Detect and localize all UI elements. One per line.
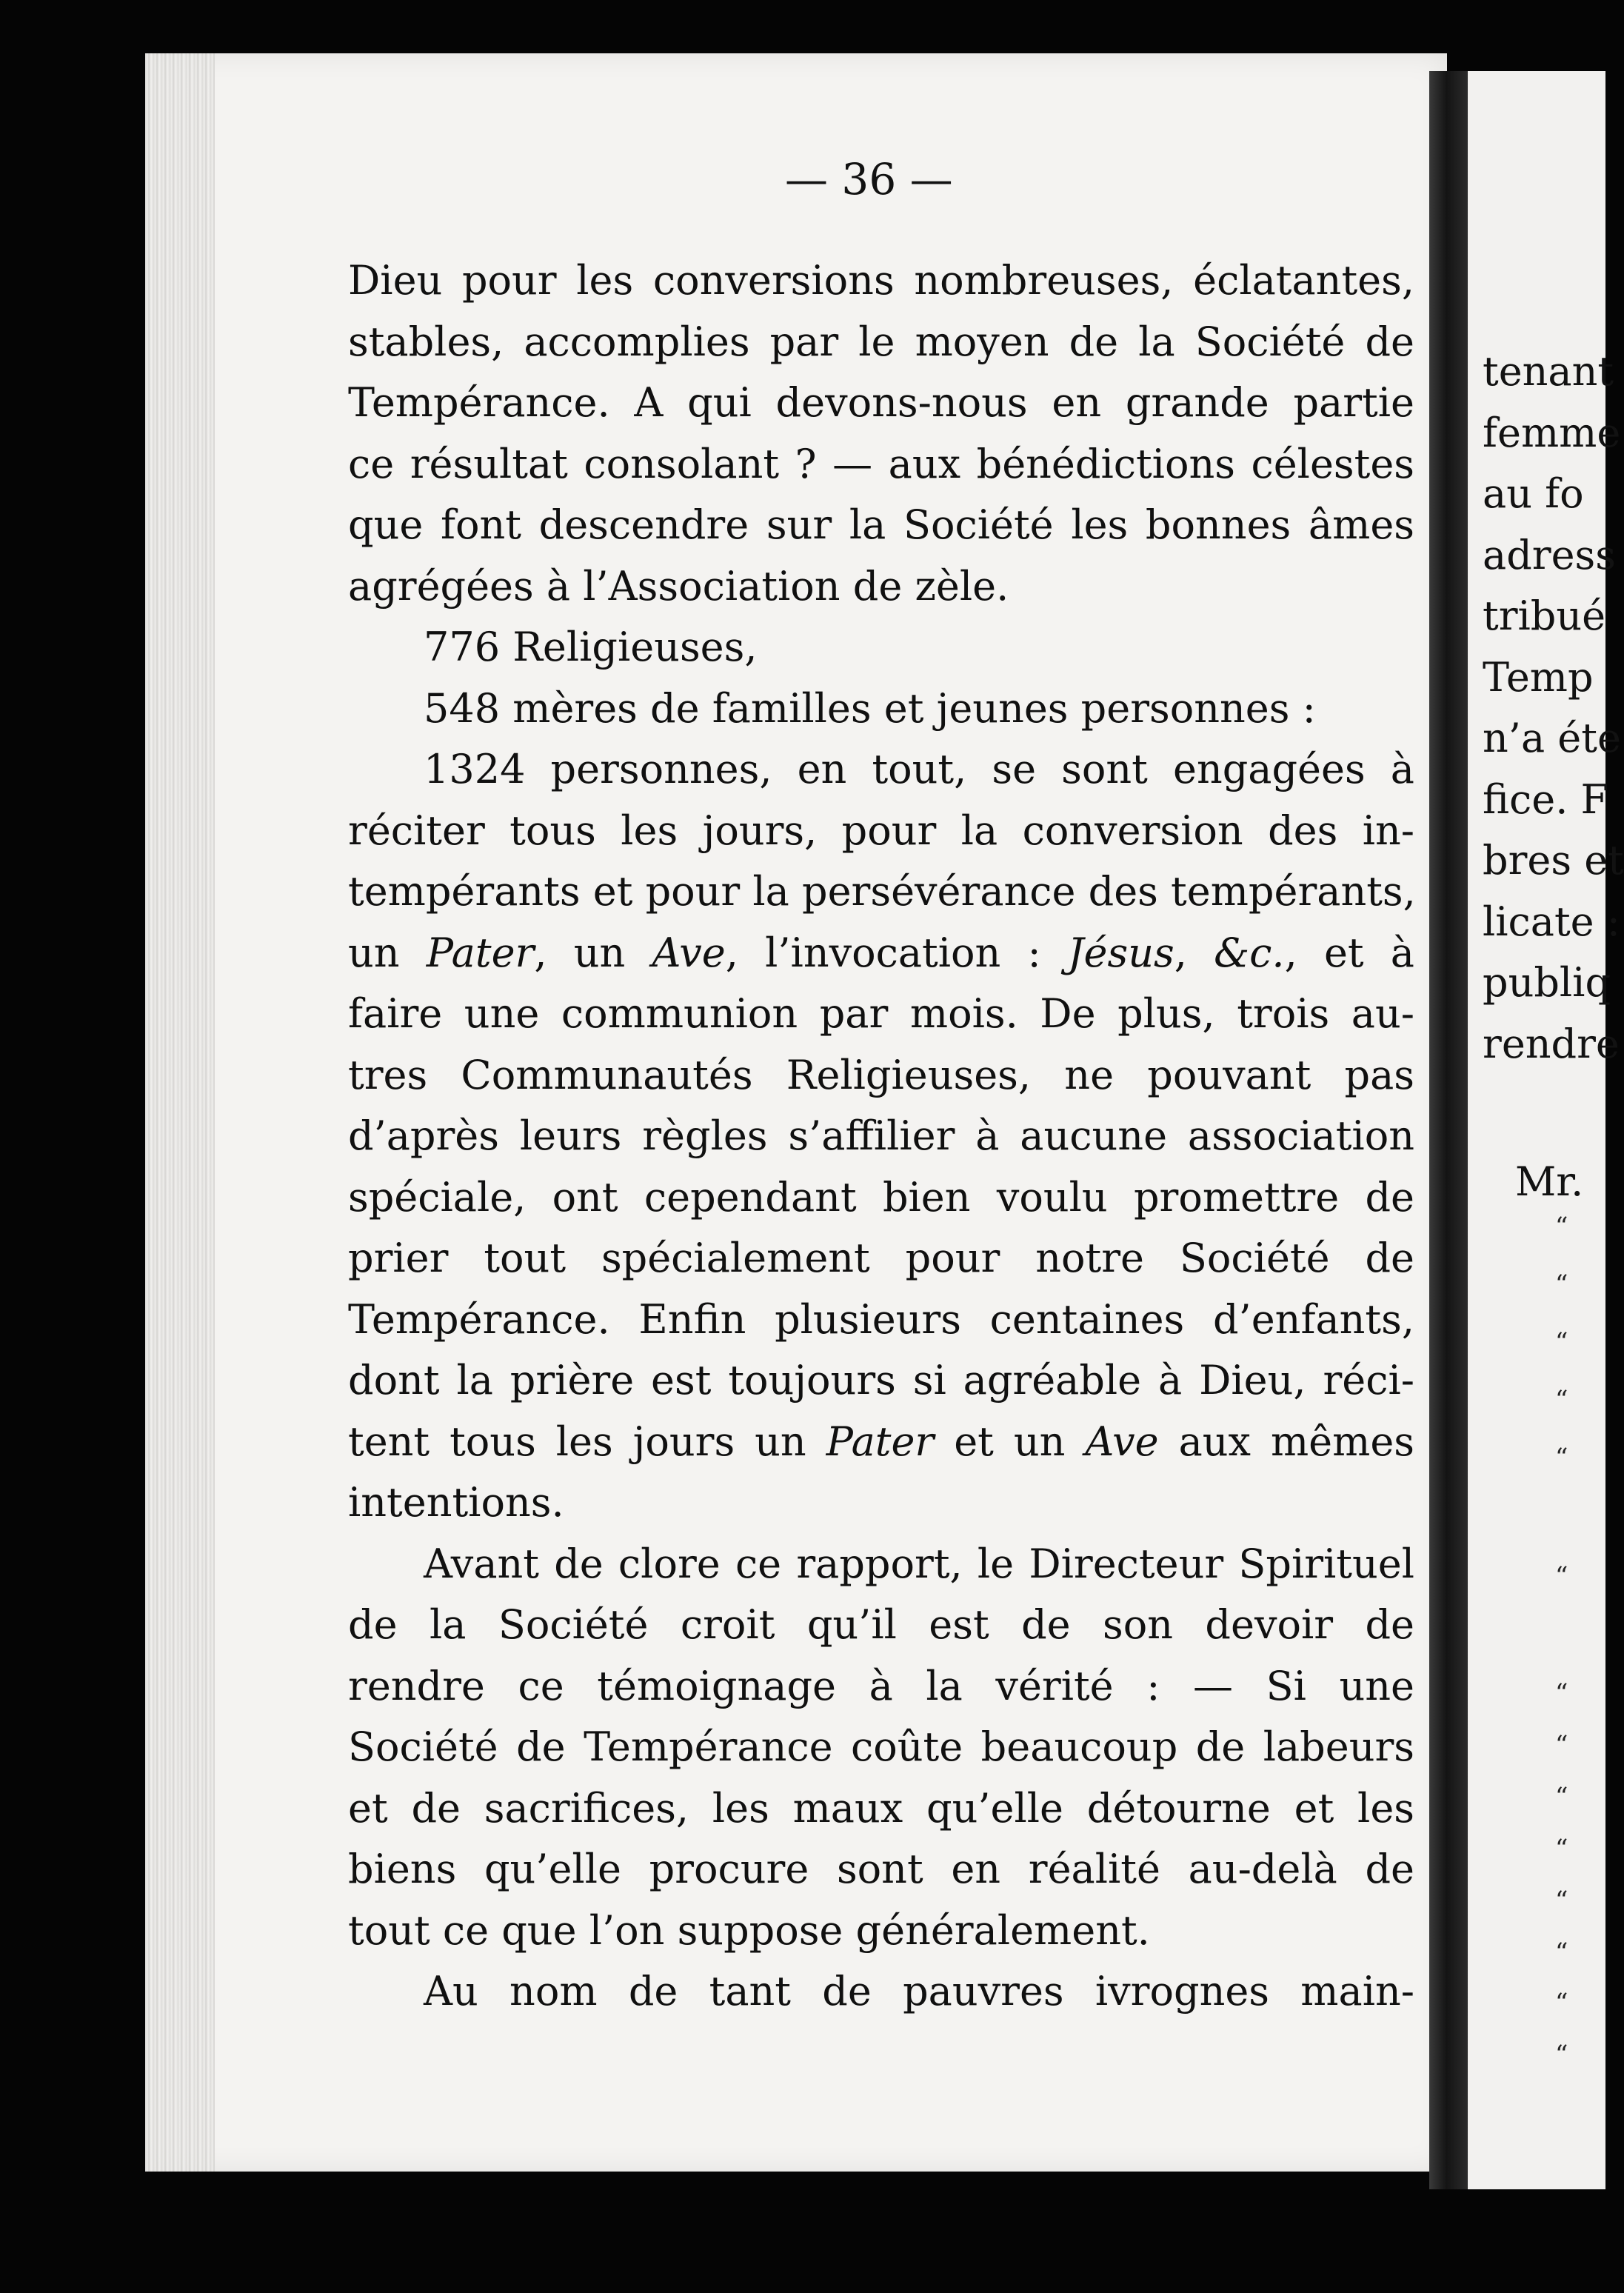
- italic-ave: Ave: [652, 929, 726, 976]
- ditto-mark: “: [1555, 1988, 1568, 2017]
- text-line: 776 Religieuses,: [424, 624, 758, 670]
- right-text-line: bres et: [1483, 837, 1624, 884]
- ditto-mark: “: [1555, 1678, 1568, 1708]
- text-line: Au nom de tant de pauvres ivrognes main-: [424, 1968, 1414, 2015]
- text-line: spéciale, ont cependant bien voulu promettre de: [348, 1173, 1414, 1221]
- text-segment: aux mêmes: [1158, 1418, 1414, 1465]
- text-line: ce résultat consolant ? — aux bénédictions célestes: [348, 440, 1414, 487]
- ditto-mark: “: [1555, 1269, 1568, 1299]
- text-segment: et un: [934, 1418, 1086, 1465]
- text-line: biens qu’elle procure sont en réalité au-delà de: [348, 1846, 1414, 1892]
- text-segment: ,: [1174, 929, 1214, 976]
- text-segment: , un: [534, 929, 652, 976]
- ditto-mark: “: [1555, 1886, 1568, 1915]
- ditto-mark: “: [1555, 1443, 1568, 1472]
- text-line: prier tout spécialement pour notre Société de: [348, 1235, 1414, 1281]
- right-text-line: n’a éte: [1483, 715, 1621, 761]
- ditto-mark: “: [1555, 1937, 1568, 1967]
- text-line: tout ce que l’on suppose généralement.: [348, 1906, 1150, 1954]
- ditto-mark: “: [1555, 1327, 1568, 1357]
- right-text-line: au fo: [1483, 470, 1584, 517]
- text-line: et de sacrifices, les maux qu’elle détourne et les: [348, 1784, 1414, 1832]
- italic-pater: Pater: [826, 1418, 935, 1465]
- right-page-text: [1483, 341, 1624, 1075]
- italic-pater: Pater: [426, 929, 535, 976]
- page-number: — 36 —: [785, 154, 953, 204]
- book-gutter: [1429, 71, 1468, 2189]
- text-line: 1324 personnes, en tout, se sont engagées à: [424, 746, 1414, 792]
- text-line: tempérants et pour la persévérance des tempérants,: [348, 868, 1416, 915]
- italic-jesus: Jésus: [1067, 929, 1174, 976]
- text-line: rendre ce témoignage à la vérité : — Si une: [348, 1662, 1414, 1709]
- text-line-italic-mixed: [348, 923, 1414, 984]
- text-segment: , l’invocation :: [725, 929, 1068, 976]
- text-line: tres Communautés Religieuses, ne pouvant pas: [348, 1051, 1414, 1098]
- ditto-mark: “: [1555, 1782, 1568, 1812]
- right-text-line: publiq: [1483, 959, 1611, 1006]
- right-text-line: tribué: [1483, 593, 1606, 639]
- text-line: dont la prière est toujours si agréable à Dieu, réci-: [348, 1357, 1414, 1403]
- ditto-mark: “: [1555, 2040, 1568, 2069]
- ditto-mark: “: [1555, 1212, 1568, 1241]
- text-line: de la Société croit qu’il est de son devoir de: [348, 1601, 1414, 1648]
- text-line: réciter tous les jours, pour la conversion des in-: [348, 807, 1414, 854]
- left-page-text: [348, 250, 1414, 2023]
- ditto-mark: “: [1555, 1561, 1568, 1591]
- text-segment: tent tous les jours un: [348, 1418, 826, 1465]
- text-line: stables, accomplies par le moyen de la Société de: [348, 318, 1414, 365]
- text-line: Tempérance. Enfin plusieurs centaines d’enfants,: [348, 1295, 1414, 1343]
- right-page-mr: Mr.: [1515, 1158, 1584, 1205]
- text-segment: un: [348, 929, 427, 976]
- text-line: Dieu pour les conversions nombreuses, éclatantes,: [348, 257, 1414, 304]
- right-text-line: tenant: [1483, 348, 1614, 395]
- right-text-line: fice. F: [1483, 775, 1609, 823]
- text-line: agrégées à l’Association de zèle.: [348, 562, 1009, 610]
- text-line: Tempérance. A qui devons-nous en grande partie: [348, 379, 1414, 426]
- text-line: Société de Tempérance coûte beaucoup de labeurs: [348, 1723, 1414, 1770]
- right-text-line: licate :: [1483, 898, 1620, 945]
- text-line-italic-mixed: [348, 1412, 1414, 1473]
- right-page: [1468, 71, 1624, 2189]
- text-line: 548 mères de familles et jeunes personnes :: [424, 684, 1316, 732]
- ditto-mark: “: [1555, 1834, 1568, 1863]
- text-line: faire une communion par mois. De plus, trois au-: [348, 990, 1414, 1037]
- text-line: d’après leurs règles s’affilier à aucune association: [348, 1112, 1414, 1159]
- italic-ave: Ave: [1085, 1418, 1159, 1465]
- page-edges: [145, 53, 215, 2172]
- text-line: Avant de clore ce rapport, le Directeur Spirituel: [424, 1540, 1414, 1587]
- right-text-line: Temp: [1483, 653, 1594, 701]
- right-text-line: femme: [1483, 409, 1621, 456]
- italic-etc: &c.: [1214, 929, 1285, 976]
- text-line: que font descendre sur la Société les bonnes âmes: [348, 501, 1414, 548]
- text-line: intentions.: [348, 1479, 564, 1526]
- ditto-mark: “: [1555, 1730, 1568, 1760]
- ditto-mark: “: [1555, 1385, 1568, 1415]
- right-text-line: adress: [1483, 531, 1616, 578]
- right-text-line: rendre: [1483, 1020, 1620, 1067]
- text-segment: , et à: [1284, 929, 1414, 976]
